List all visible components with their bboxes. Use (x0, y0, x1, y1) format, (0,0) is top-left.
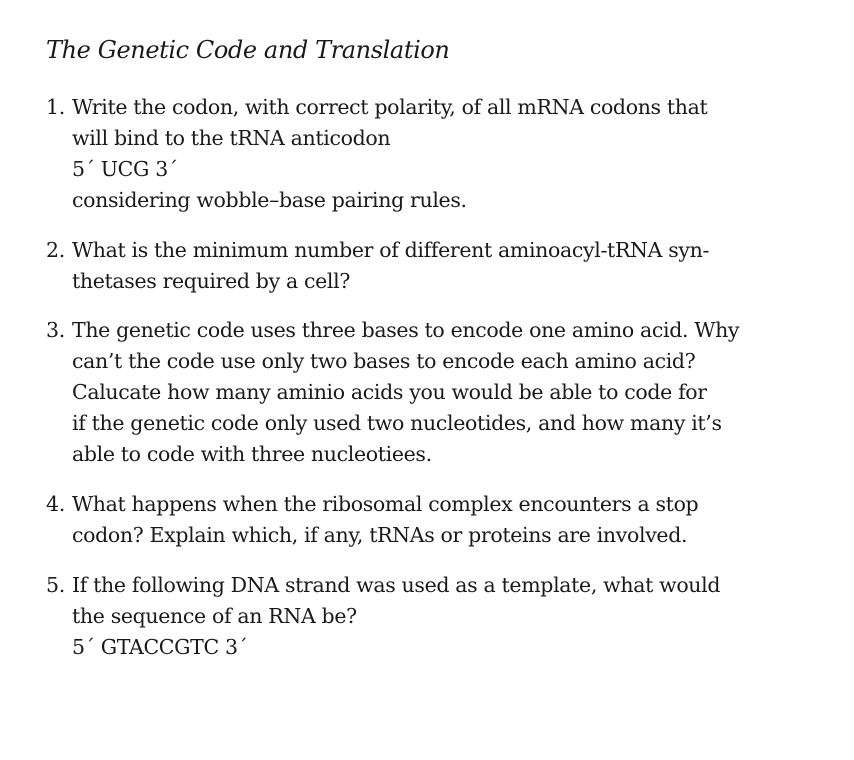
anticodon-sequence: 5´ UCG 3´ (72, 157, 178, 181)
question-number: 1. (46, 95, 65, 119)
page-title: The Genetic Code and Translation (46, 36, 450, 64)
question-text-line: Calucate how many aminio acids you would be able to code for (72, 380, 707, 404)
question-text-line: will bind to the tRNA anticodon (72, 126, 391, 150)
question-text-line: codon? Explain which, if any, tRNAs or proteins are involved. (72, 523, 688, 547)
question-number: 3. (46, 318, 65, 342)
question-text-line: able to code with three nucleotiees. (72, 442, 432, 466)
question-number: 5. (46, 573, 65, 597)
question-2 (46, 235, 709, 297)
question-4 (46, 489, 698, 551)
question-text-line: the sequence of an RNA be? (72, 604, 357, 628)
question-text-line: What is the minimum number of different aminoacyl-tRNA syn- (72, 238, 710, 262)
question-text-line: considering wobble–base pairing rules. (72, 188, 467, 212)
question-text-line: The genetic code uses three bases to encode one amino acid. Why (72, 318, 740, 342)
question-text-line: thetases required by a cell? (72, 269, 350, 293)
question-3 (46, 315, 739, 470)
question-text-line: Write the codon, with correct polarity, of all mRNA codons that (72, 95, 708, 119)
question-number: 4. (46, 492, 65, 516)
question-text-line: If the following DNA strand was used as a template, what would (72, 573, 721, 597)
question-number: 2. (46, 238, 65, 262)
question-text-line: if the genetic code only used two nucleotides, and how many it’s (72, 411, 722, 435)
dna-sequence: 5´ GTACCGTC 3´ (72, 635, 248, 659)
question-text-line: can’t the code use only two bases to encode each amino acid? (72, 349, 696, 373)
question-1 (46, 92, 707, 216)
question-5 (46, 570, 720, 663)
question-text-line: What happens when the ribosomal complex encounters a stop (72, 492, 699, 516)
